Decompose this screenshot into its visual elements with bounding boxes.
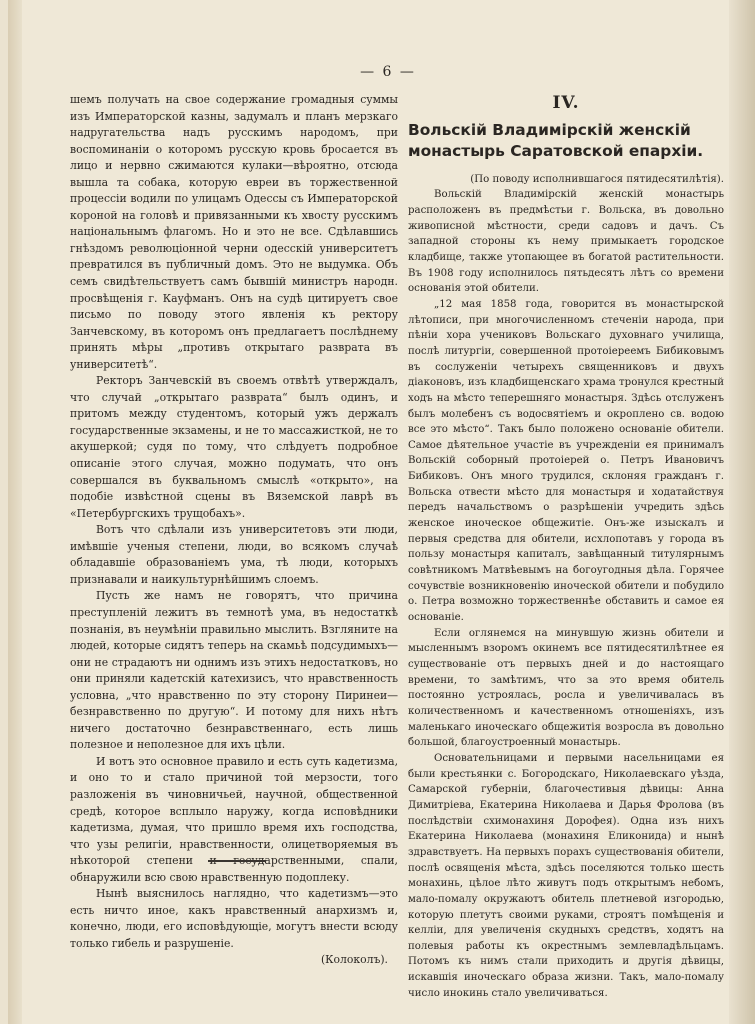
page-sheet [8,0,755,1024]
left-paragraph-6: Нынѣ выяснилось наглядно, что кадетизмъ—это есть ничто иное, какъ нравственный анархизмъ и, конечно, люди, его исповѣдующіе, могутъ внести всюду только гибель и разрушеніе. [70,887,398,950]
right-paragraph-1: Вольскій Владимірскій женскій монастырь расположенъ въ предмѣстьи г. Вольска, въ довольно живописной мѣстности, среди садовъ и дачъ. Съ западной стороны къ нему примыкаетъ городское кладбище, также утопающее въ богатой растительности. Въ 1908 году исполнилось пятьдесятъ лѣтъ со времени основанія этой обители. [408,189,724,295]
article-subtitle: (По поводу исполнившагося пятидесятилѣтія). [470,173,724,185]
left-paragraph-5: И вотъ это основное правило и есть суть кадетизма, и оно то и стало причиной той мерзости, того разложенія въ чиновничьей, научной, общественной средѣ, которое всплыло наружу, когда исповѣдники кадетизма, думая, что пришло время ихъ господства, что узы религіи, нравственности, олицетворяемыя въ нѣкоторой степени и государственными, спали, обнаружили всю свою нравственную подоплеку. [70,754,398,884]
page-number: — 6 — [360,64,416,80]
right-paragraph-4: Основательницами и первыми насельницами ея были крестьянки с. Богородскаго, Николаевскаго уѣзда, Самарской губерніи, благочестивыя дѣвицы: Анна Димитріева, Екатерина Николаева и Дарья Фролова (въ послѣдствіи схимонахиня Дорофея). Одна изъ нихъ Екатерина Николаева (монахиня Еликонида) и нынѣ здравствуетъ. На первыхъ порахъ существованія обители, послѣ освященія мѣста, здѣсь поселяются только шесть монахинь, цѣлое лѣто живутъ подъ открытымъ небомъ, мало-помалу окружаютъ обитель плетневой изгородью, которую плетутъ своими руками, строятъ помѣщенія и келліи, для увеличенія скудныхъ средствъ, ходятъ на полевыя работы къ окрестнымъ землевладѣльцамъ. Потомъ къ нимъ стали приходить и другія дѣвицы, искавшія иноческаго образа жизни. Такъ, мало-помалу число инокинь стало увеличиваться. [408,752,724,999]
signature: (Колоколъ). [320,953,388,967]
section-number: IV. [552,93,580,113]
end-divider [208,860,266,862]
left-paragraph-1: шемъ получать на свое содержание громадныя суммы изъ Императорской казны, задумалъ и планъ мерзкаго надругательства надъ русскимъ народомъ, при воспоминаніи о которомъ русскую кровь бросается въ лицо и нервно сжимаются кулаки—вѣроятно, отсюда вышла та собака, которую евреи въ торжественной процессіи водили по улицамъ Одессы съ Императорской короной на головѣ и привязанными къ хвосту русскимъ національнымъ флагомъ. Но и это не все. Сдѣлавшись гнѣздомъ революціонной черни одесскій университетъ превратился въ публичный домъ. Это не выдумка. Объ семъ свидѣтельствуетъ самъ бывшій министръ народн. просвѣщенія г. Кауфманъ. Онъ на судѣ цитируетъ свое письмо по поводу этого явленія къ ректору Занчевскому, въ которомъ онъ предлагаетъ послѣднему принять мѣры „противъ открытаго разврата въ университетѣ“. [70,93,398,371]
left-paragraph-4: Пусть же намъ не говорятъ, что причина преступленій лежитъ въ темнотѣ ума, въ недостаткѣ познанія, въ неумѣніи правильно мыслить. Взгляните на людей, которые сидятъ теперь на скамьѣ подсудимыхъ—они не страдаютъ ни однимъ изъ этихъ недостатковъ, но они приняли кадетскій катехизисъ, что нравственность условна, „что нравственно по эту сторону Пиринеи—безнравственно по другую“. И потому для нихъ нѣтъ ничего достаточно безнравственнаго, есть лишь полезное и неполезное для ихъ цѣли. [70,589,398,752]
left-column [70,92,398,969]
left-paragraph-3: Вотъ что сдѣлали изъ университетовъ эти люди, имѣвшіе ученыя степени, люди, во всякомъ случаѣ обладавшіе образованіемъ ума, тѣ люди, которыхъ признавали и наикультурнѣйшимъ слоемъ. [70,523,398,586]
right-paragraph-3: Если оглянемся на минувшую жизнь обители и мысленнымъ взоромъ окинемъ все пятидесятилѣтнее ея существованіе отъ первыхъ дней и до настоящаго времени, то замѣтимъ, что за это время обитель постоянно устроялась, росла и увеличивалась въ количественномъ и качественномъ отношеніяхъ, изъ маленькаго иноческаго общежитія возросла въ довольно большой, благоустроенный монастырь. [408,627,724,749]
article-title: Вольскій Владимірскій женскій монастырь Саратовской епархіи. [408,120,704,160]
right-paragraph-2: „12 мая 1858 года, говорится въ монастырской лѣтописи, при многочисленномъ стеченіи народа, при пѣніи хора учениковъ Вольскаго духовнаго училища, послѣ литургіи, совершенной протоіереемъ Бибиковымъ въ сослуженіи четырехъ священниковъ и двухъ діаконовъ, изъ кладбищенскаго храма тронулся крестный ходъ на мѣсто теперешняго монастыря. Здѣсь отслуженъ былъ молебенъ съ водосвятіемъ и окроплено св. водою все это мѣсто“. Такъ было положено основаніе обители. Самое дѣятельное участіе въ учрежденіи ея принималъ Вольскій соборный протоіерей о. Петръ Ивановичъ Бибиковъ. Онъ много трудился, склоняя гражданъ г. Вольска отвести мѣсто для монастыря и ходатайствуя передъ начальствомъ о разрѣшеніи учредить здѣсь женское иноческое общежитіе. Онъ-же изыскалъ и первыя средства для обители, исхлопотавъ у города въ пользу монастыря капиталъ, завѣщанный титулярнымъ совѣтникомъ Матвѣевымъ на богоугодныя дѣла. Горячее сочувствіе возникновенію иноческой обители и побудило о. Петра возможно торжественнѣе обставить и самое ея основаніе. [408,298,724,624]
paper-left-edge [8,0,22,1024]
left-paragraph-2: Ректоръ Занчевскій въ своемъ отвѣтѣ утверждалъ, что случай „открытаго разврата“ былъ одинъ, и притомъ между студентомъ, который ужъ держалъ государственные экзамены, и не то массажисткой, не то акушеркой; судя по тому, что слѣдуетъ подробное описаніе этого случая, можно подумать, что онъ совершался въ буквальномъ смыслѣ «открыто», на подобіе извѣстной сцены въ Вяземской лаврѣ въ «Петербургскихъ трущобахъ». [70,374,398,520]
paper-right-edge [729,0,755,1024]
right-column [408,93,724,1001]
